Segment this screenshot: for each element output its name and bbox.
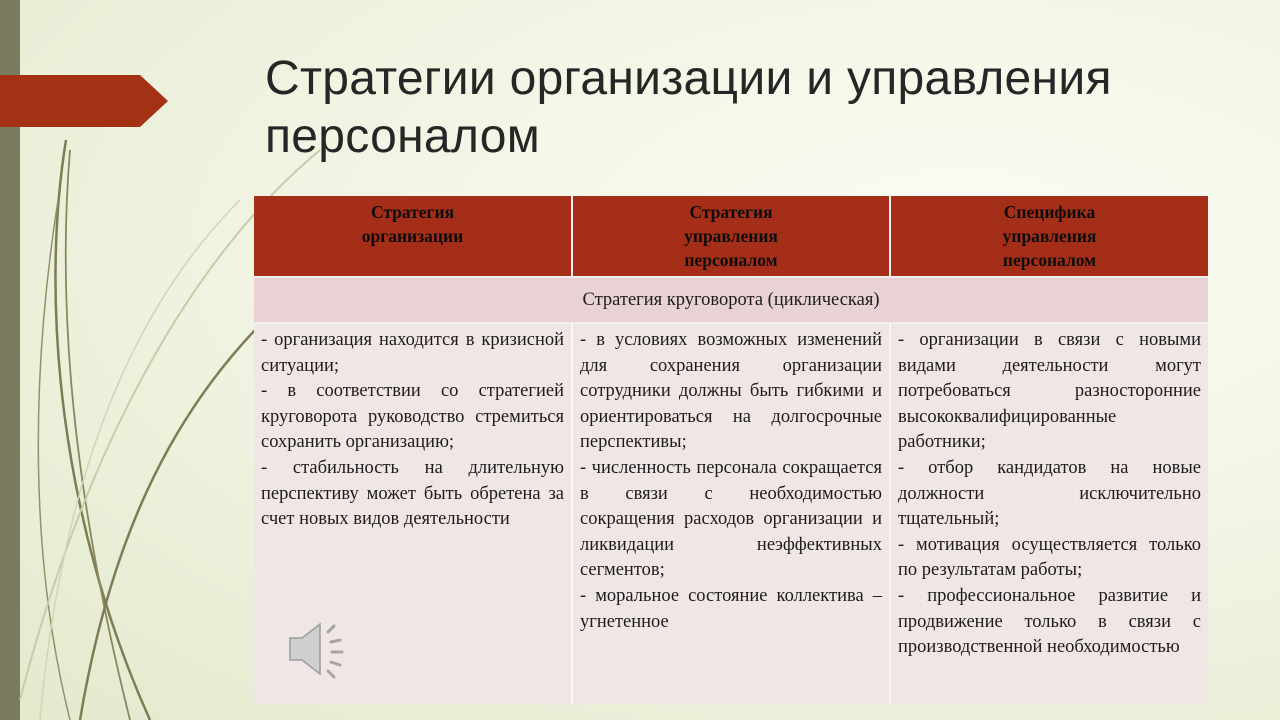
header-cell-org-strategy: Стратегия организации bbox=[254, 196, 572, 277]
list-item: - в соответствии со стратегией круговорота руководство стремиться сохранить организацию; bbox=[261, 381, 564, 453]
hr-specifics-cell bbox=[890, 323, 1208, 704]
list-item: - стабильность на длительную перспективу может быть обретена за счет новых видов деятельности bbox=[261, 457, 564, 530]
accent-arrow-icon bbox=[0, 75, 170, 129]
list-item: - в условиях возможных изменений для сохранения организации сотрудники должны быть гибкими и ориентироваться на долгосрочные перспективы; bbox=[580, 330, 882, 453]
list-item: - профессиональное развитие и продвижение только в связи с производственной необходимостью bbox=[898, 585, 1201, 658]
list-item: - численность персонала сокращается в связи с необходимостью сокращения расходов организации и ликвидации неэффективных сегментов; bbox=[580, 457, 882, 581]
table-row bbox=[254, 323, 1208, 704]
list-item: - моральное состояние коллектива – угнетенное bbox=[580, 585, 882, 632]
list-item: - организации в связи с новыми видами деятельности могут потребоваться разносторонние высококвалифицированные работники; bbox=[898, 330, 1201, 453]
list-item: - мотивация осуществляется только по результатам работы; bbox=[898, 534, 1201, 581]
table-header-row bbox=[254, 196, 1208, 277]
slide-title: Стратегии организации и управления персоналом bbox=[265, 52, 1112, 163]
hr-strategy-cell bbox=[572, 323, 890, 704]
header-cell-hr-specifics: Специфика управления персоналом bbox=[890, 196, 1208, 277]
subheader-cell: Стратегия круговорота (циклическая) bbox=[254, 277, 1208, 323]
table-subheader-row bbox=[254, 277, 1208, 323]
strategy-table bbox=[254, 196, 1208, 704]
speaker-icon[interactable] bbox=[286, 618, 352, 680]
list-item: - организация находится в кризисной ситуации; bbox=[261, 330, 564, 376]
list-item: - отбор кандидатов на новые должности исключительно тщательный; bbox=[898, 457, 1201, 530]
header-cell-hr-strategy: Стратегия управления персоналом bbox=[572, 196, 890, 277]
